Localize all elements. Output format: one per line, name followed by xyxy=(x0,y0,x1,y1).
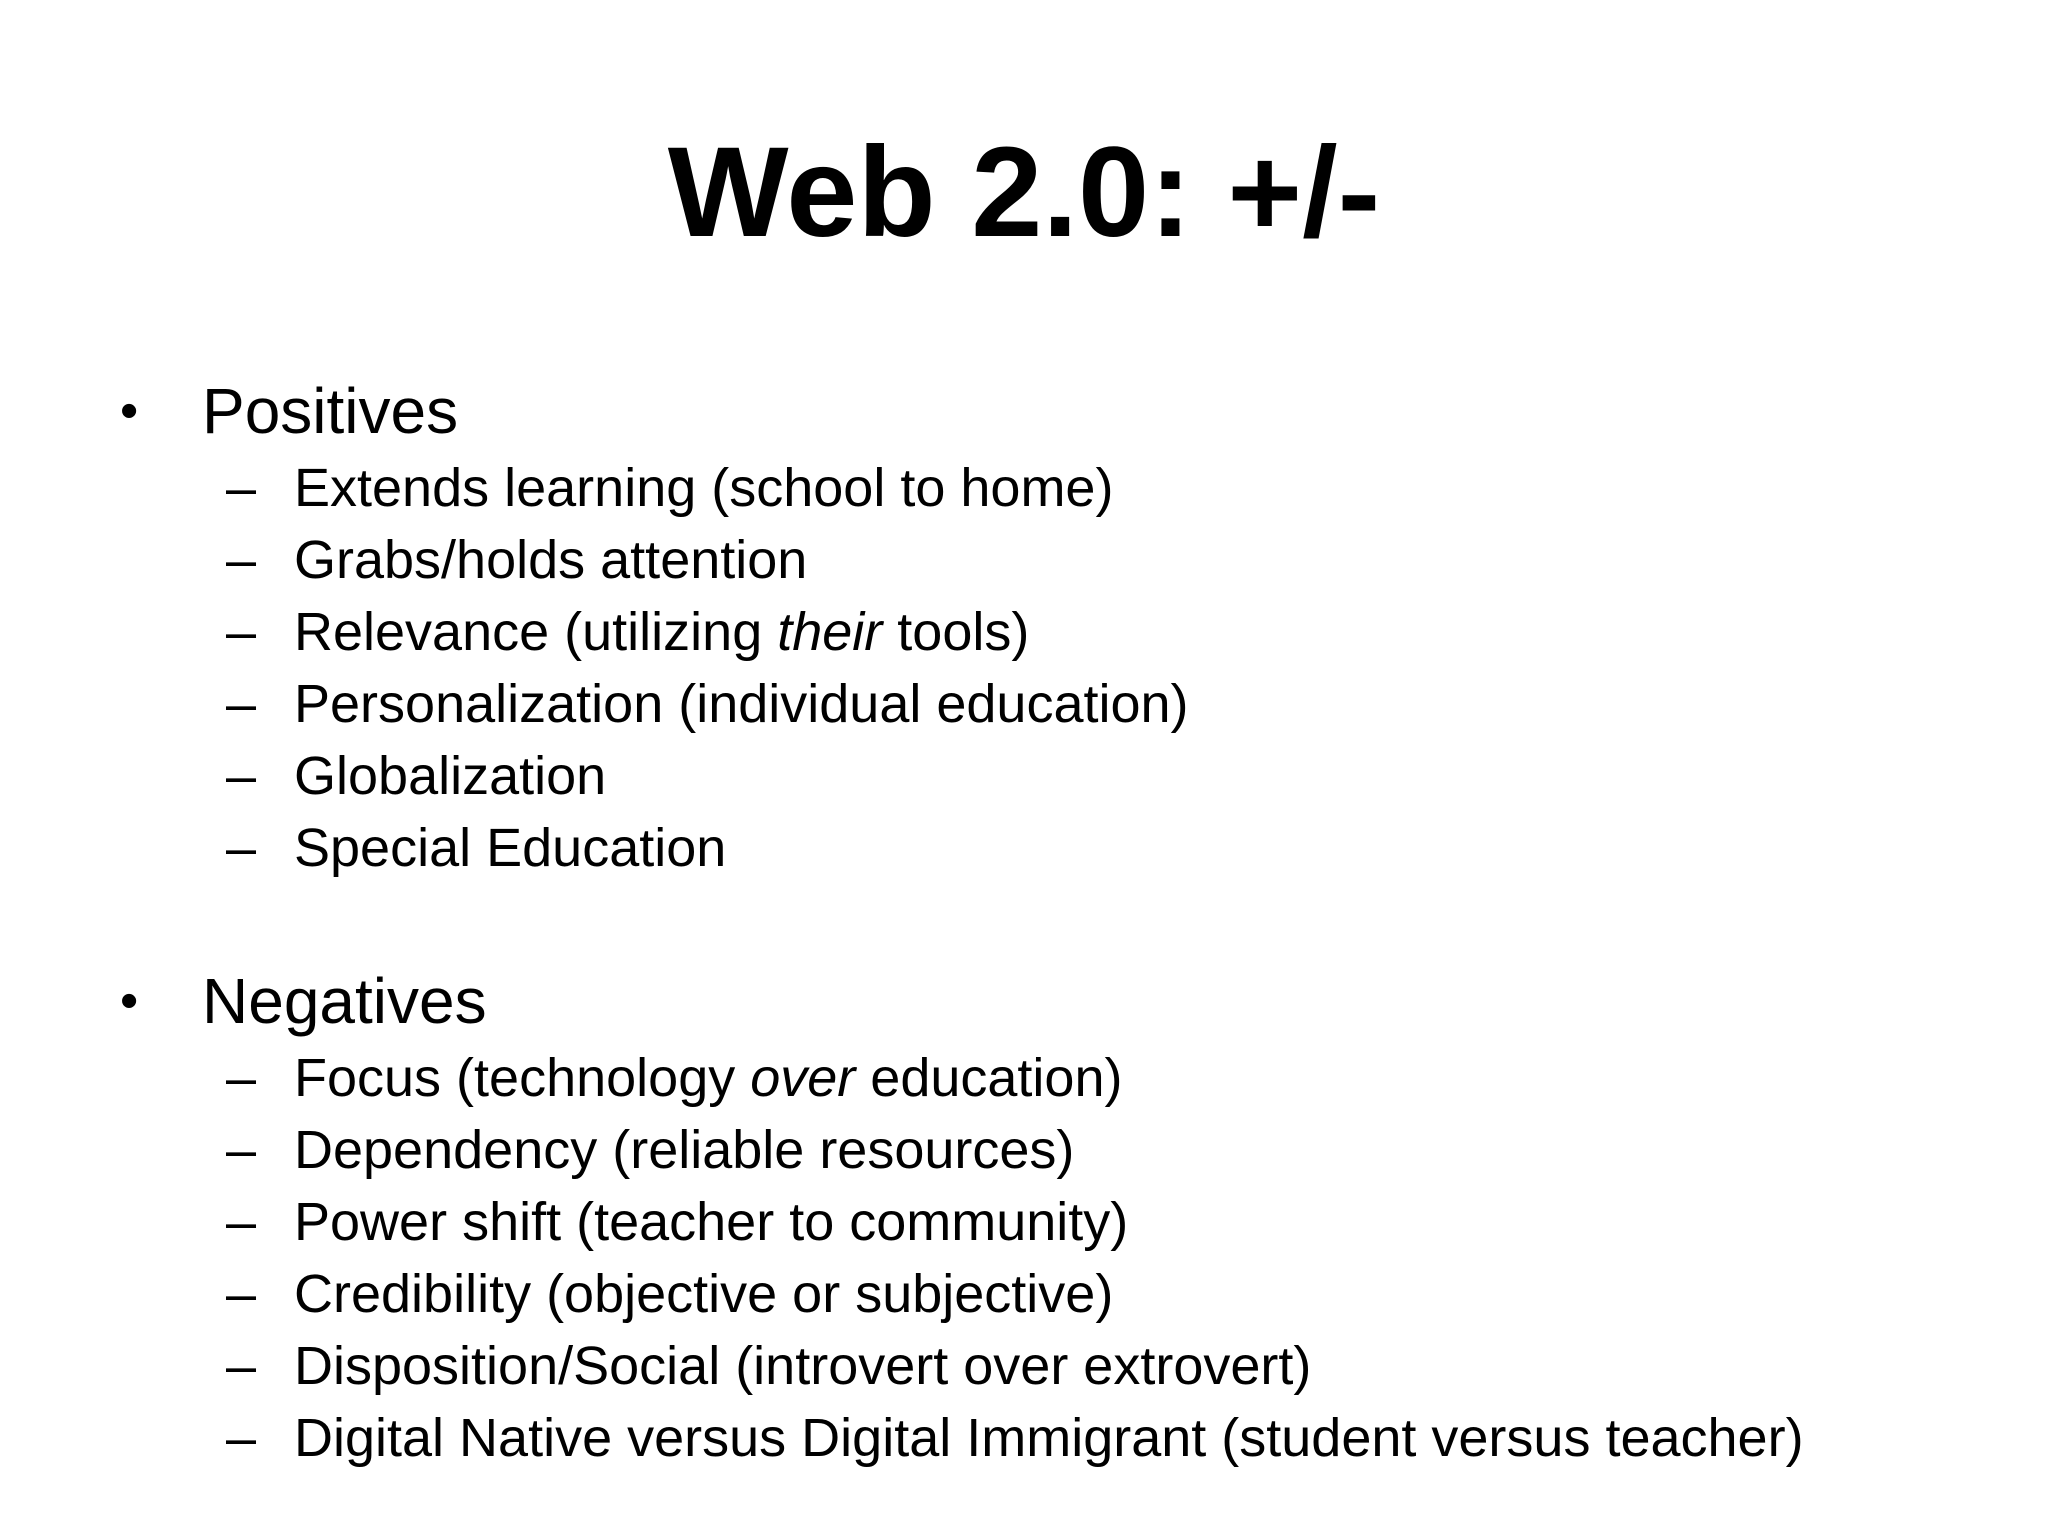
list-item-text-part: Extends learning (school to home) xyxy=(294,458,1114,518)
list-item xyxy=(120,1114,2000,1186)
list-item-text xyxy=(294,1258,1113,1330)
list-item-text-part: Disposition/Social (introvert over extrovert) xyxy=(294,1336,1312,1396)
negatives-bullet xyxy=(120,960,2000,1042)
dash-icon: – xyxy=(226,602,257,662)
dash-icon: – xyxy=(226,818,257,878)
dash-icon: – xyxy=(226,1408,257,1468)
list-item-text xyxy=(294,1114,1074,1186)
list-item xyxy=(120,740,2000,812)
dash-icon: – xyxy=(226,458,257,518)
list-item xyxy=(120,452,2000,524)
list-item xyxy=(120,596,2000,668)
slide-title: Web 2.0: +/- xyxy=(667,121,1381,264)
list-item-text xyxy=(294,1186,1128,1258)
negatives-section xyxy=(120,960,2000,1474)
list-item-text xyxy=(294,668,1189,740)
list-item-text-part: Power shift (teacher to community) xyxy=(294,1192,1129,1252)
dash-icon: – xyxy=(226,1192,257,1252)
negatives-heading: Negatives xyxy=(202,965,487,1037)
list-item-text-part: Globalization xyxy=(294,746,607,806)
list-item-text xyxy=(294,596,1029,668)
list-item xyxy=(120,1402,2000,1474)
list-item xyxy=(120,1042,2000,1114)
list-item-text xyxy=(294,524,807,596)
positives-bullet xyxy=(120,370,2000,452)
list-item-emphasis: their xyxy=(777,602,883,662)
list-item-text xyxy=(294,1042,1122,1114)
dash-icon: – xyxy=(226,746,257,806)
list-item-text-part: Dependency (reliable resources) xyxy=(294,1120,1075,1180)
bullet-icon: • xyxy=(120,972,139,1030)
list-item-text xyxy=(294,812,726,884)
list-item-text-part: tools) xyxy=(882,602,1030,662)
list-item-text-part: Special Education xyxy=(294,818,727,878)
list-item-text-part: Personalization (individual education) xyxy=(294,674,1189,734)
list-item xyxy=(120,524,2000,596)
list-item xyxy=(120,812,2000,884)
list-item-text xyxy=(294,452,1113,524)
list-item-text xyxy=(294,740,606,812)
list-item-text xyxy=(294,1402,1804,1474)
dash-icon: – xyxy=(226,1336,257,1396)
list-item-text-part: education) xyxy=(855,1048,1123,1108)
dash-icon: – xyxy=(226,1264,257,1324)
list-item-emphasis: over xyxy=(750,1048,856,1108)
list-item xyxy=(120,1186,2000,1258)
positives-heading: Positives xyxy=(202,375,459,447)
positives-section xyxy=(120,370,2000,884)
list-item xyxy=(120,1330,2000,1402)
positives-list xyxy=(120,452,2000,884)
dash-icon: – xyxy=(226,674,257,734)
list-item-text-part: Credibility (objective or subjective) xyxy=(294,1264,1114,1324)
list-item-text-part: Relevance (utilizing xyxy=(294,602,778,662)
list-item xyxy=(120,1258,2000,1330)
dash-icon: – xyxy=(226,530,257,590)
list-item xyxy=(120,668,2000,740)
list-item-text-part: Grabs/holds attention xyxy=(294,530,808,590)
bullet-icon: • xyxy=(120,382,139,440)
list-item-text-part: Focus (technology xyxy=(294,1048,751,1108)
dash-icon: – xyxy=(226,1120,257,1180)
dash-icon: – xyxy=(226,1048,257,1108)
negatives-list xyxy=(120,1042,2000,1474)
list-item-text-part: Digital Native versus Digital Immigrant (student versus teacher) xyxy=(294,1408,1804,1468)
list-item-text xyxy=(294,1330,1311,1402)
